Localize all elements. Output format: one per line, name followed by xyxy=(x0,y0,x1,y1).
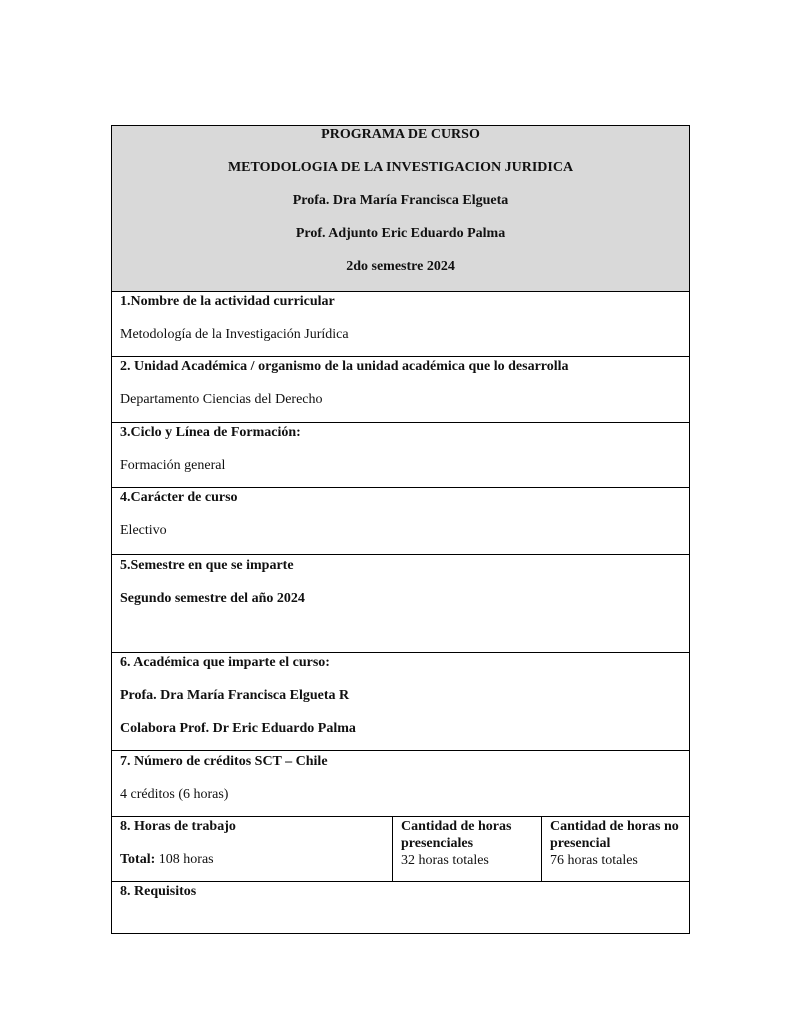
section-activity-name xyxy=(112,292,690,357)
in-person-hours-header: Cantidad de horas presenciales xyxy=(401,819,512,851)
in-person-hours-value: 32 horas totales xyxy=(401,853,489,868)
section-credits xyxy=(112,751,690,817)
in-person-hours-cell xyxy=(393,817,542,882)
section-work-hours xyxy=(112,817,393,882)
remote-hours-header: Cantidad de horas no presencial xyxy=(550,819,679,851)
total-hours xyxy=(120,851,384,868)
section-requirements xyxy=(112,882,690,934)
section-title: 8. Horas de trabajo xyxy=(120,819,236,834)
total-value: 108 horas xyxy=(155,852,214,867)
collaborator-name: Colabora Prof. Dr Eric Eduardo Palma xyxy=(120,721,356,736)
section-value: Formación general xyxy=(120,458,226,473)
section-title: 8. Requisitos xyxy=(120,884,197,899)
section-value: Metodología de la Investigación Jurídica xyxy=(120,327,349,342)
section-academic-unit xyxy=(112,357,690,423)
section-value: 4 créditos (6 horas) xyxy=(120,787,229,802)
course-program-table xyxy=(111,125,690,934)
section-title: 5.Semestre en que se imparte xyxy=(120,558,294,573)
section-title: 3.Ciclo y Línea de Formación: xyxy=(120,425,301,440)
section-course-character xyxy=(112,488,690,555)
adjunct-professor-line: Prof. Adjunto Eric Eduardo Palma xyxy=(295,226,506,241)
instructor-name: Profa. Dra María Francisca Elgueta R xyxy=(120,688,350,703)
program-title: PROGRAMA DE CURSO xyxy=(321,127,480,142)
remote-hours-cell xyxy=(542,817,690,882)
section-value: Segundo semestre del año 2024 xyxy=(120,591,305,606)
semester-line: 2do semestre 2024 xyxy=(346,259,455,274)
total-label: Total: xyxy=(120,852,156,867)
section-title: 2. Unidad Académica / organismo de la unidad académica que lo desarrolla xyxy=(120,359,569,374)
section-title: 1.Nombre de la actividad curricular xyxy=(120,294,335,309)
section-instructor xyxy=(112,653,690,751)
section-cycle-line xyxy=(112,423,690,488)
course-name-heading: METODOLOGIA DE LA INVESTIGACION JURIDICA xyxy=(227,160,574,175)
section-value: Departamento Ciencias del Derecho xyxy=(120,392,323,407)
section-title: 4.Carácter de curso xyxy=(120,490,238,505)
section-title: 7. Número de créditos SCT – Chile xyxy=(120,754,328,769)
program-header xyxy=(112,126,690,292)
section-title: 6. Académica que imparte el curso: xyxy=(120,655,330,670)
section-semester xyxy=(112,555,690,653)
section-value: Electivo xyxy=(120,523,167,538)
professor-line: Profa. Dra María Francisca Elgueta xyxy=(292,193,509,208)
remote-hours-value: 76 horas totales xyxy=(550,853,638,868)
